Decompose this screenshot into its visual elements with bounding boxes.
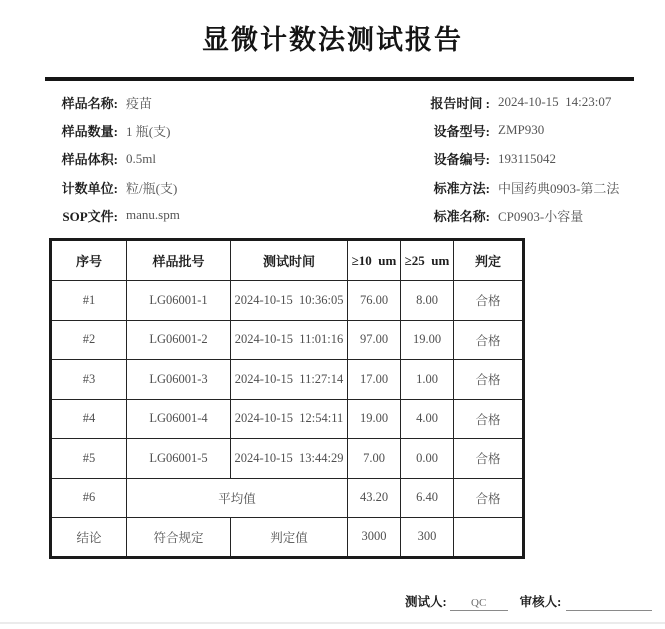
sop-file-label: SOP文件:: [62, 208, 118, 224]
cell-result: 合格: [454, 439, 524, 479]
cell-time: 2024-10-15 11:01:16: [231, 320, 348, 360]
sample-volume-value: 0.5ml: [126, 150, 156, 166]
standard-name-value: CP0903-小容量: [498, 208, 584, 224]
cell-time: 2024-10-15 10:36:05: [231, 281, 348, 321]
report-time-value: 2024-10-15 14:23:07: [498, 94, 612, 110]
meta-row-standard-name: [400, 201, 619, 229]
cell-um10: 17.00: [348, 360, 401, 400]
device-serial-value: 193115042: [498, 150, 557, 166]
cell-batch: LG06001-2: [127, 320, 231, 360]
cell-time: 2024-10-15 11:27:14: [231, 360, 348, 400]
sample-count-label: 样品数量:: [61, 123, 118, 139]
header-seq: 序号: [51, 240, 127, 281]
cell-time: 2024-10-15 12:54:11: [231, 399, 348, 439]
sample-name-value: 疫苗: [126, 95, 153, 111]
meta-row-sample-volume: [40, 145, 180, 173]
header-ge25um: ≥25 um: [401, 240, 454, 281]
cell-seq: #5: [51, 439, 127, 479]
device-model-label: 设备型号:: [433, 123, 490, 139]
tester-signature-value: QC: [471, 597, 487, 609]
cell-um10: 43.20: [348, 478, 401, 518]
count-unit-label: 计数单位:: [61, 180, 118, 196]
tester-signature-line: [450, 596, 508, 611]
page-title: 显微计数法测试报告: [202, 25, 463, 55]
count-unit-value: 粒/瓶(支): [126, 180, 178, 196]
cell-result: 合格: [454, 360, 524, 400]
average-row: [51, 478, 524, 518]
meta-row-device-serial: [400, 145, 619, 173]
cell-seq: #6: [51, 478, 127, 518]
average-label-cell: 平均值: [127, 478, 348, 518]
cell-seq: #2: [51, 320, 127, 360]
cell-um25: 8.00: [401, 281, 454, 321]
cell-result: 合格: [454, 399, 524, 439]
report-time-label: 报告时间 :: [430, 95, 490, 111]
page-bottom-edge: [0, 622, 665, 624]
meta-row-report-time: [400, 88, 619, 116]
conclusion-value-cell: 符合规定: [127, 518, 231, 558]
cell-result: 合格: [454, 281, 524, 321]
judgement-value-label-cell: 判定值: [231, 518, 348, 558]
limit-um25-cell: 300: [401, 518, 454, 558]
cell-um25: 19.00: [401, 320, 454, 360]
table-row: [51, 320, 524, 360]
meta-row-standard-method: [400, 173, 619, 201]
device-serial-label: 设备编号:: [433, 152, 490, 168]
cell-batch: LG06001-4: [127, 399, 231, 439]
header-judgement: 判定: [454, 240, 524, 281]
meta-row-sample-count: [40, 116, 180, 144]
standard-method-label: 标准方法:: [433, 180, 490, 196]
tester-label: 测试人:: [405, 595, 447, 609]
signature-block: [405, 592, 652, 611]
table-row: [51, 439, 524, 479]
cell-seq: #1: [51, 281, 127, 321]
cell-um25: 0.00: [401, 439, 454, 479]
meta-row-count-unit: [40, 173, 180, 201]
title-divider: [45, 77, 634, 81]
reviewer-signature-line: [566, 596, 652, 611]
sop-file-value: manu.spm: [126, 207, 180, 223]
conclusion-row: [51, 518, 524, 558]
reviewer-label: 审核人:: [519, 595, 562, 609]
cell-result: 合格: [454, 320, 524, 360]
cell-um10: 97.00: [348, 320, 401, 360]
header-ge10um: ≥10 um: [348, 240, 401, 281]
conclusion-header-cell: 结论: [51, 518, 127, 558]
sample-count-value: 1 瓶(支): [126, 123, 171, 139]
header-test-time: 测试时间: [231, 240, 348, 281]
table-header-row: [51, 240, 524, 281]
cell-result: 合格: [454, 478, 524, 518]
standard-method-value: 中国药典0903-第二法: [498, 180, 620, 196]
results-table: [49, 238, 525, 559]
device-info-block: [400, 88, 619, 229]
cell-seq: #3: [51, 360, 127, 400]
sample-name-label: 样品名称:: [61, 95, 118, 111]
cell-um10: 19.00: [348, 399, 401, 439]
standard-name-label: 标准名称:: [433, 208, 490, 224]
cell-time: 2024-10-15 13:44:29: [231, 439, 348, 479]
meta-row-device-model: [400, 116, 619, 144]
sample-volume-label: 样品体积:: [61, 152, 118, 168]
sample-info-block: [40, 88, 180, 229]
table-row: [51, 360, 524, 400]
cell-seq: #4: [51, 399, 127, 439]
cell-um25: 4.00: [401, 399, 454, 439]
header-batch: 样品批号: [127, 240, 231, 281]
cell-um25: 6.40: [401, 478, 454, 518]
cell-um25: 1.00: [401, 360, 454, 400]
cell-batch: LG06001-1: [127, 281, 231, 321]
cell-batch: LG06001-5: [127, 439, 231, 479]
table-row: [51, 281, 524, 321]
cell-batch: LG06001-3: [127, 360, 231, 400]
cell-um10: 76.00: [348, 281, 401, 321]
meta-row-sop-file: [40, 201, 180, 229]
cell-um10: 7.00: [348, 439, 401, 479]
device-model-value: ZMP930: [498, 122, 545, 138]
table-row: [51, 399, 524, 439]
limit-um10-cell: 3000: [348, 518, 401, 558]
empty-cell: [454, 518, 524, 558]
meta-row-sample-name: [40, 88, 180, 116]
